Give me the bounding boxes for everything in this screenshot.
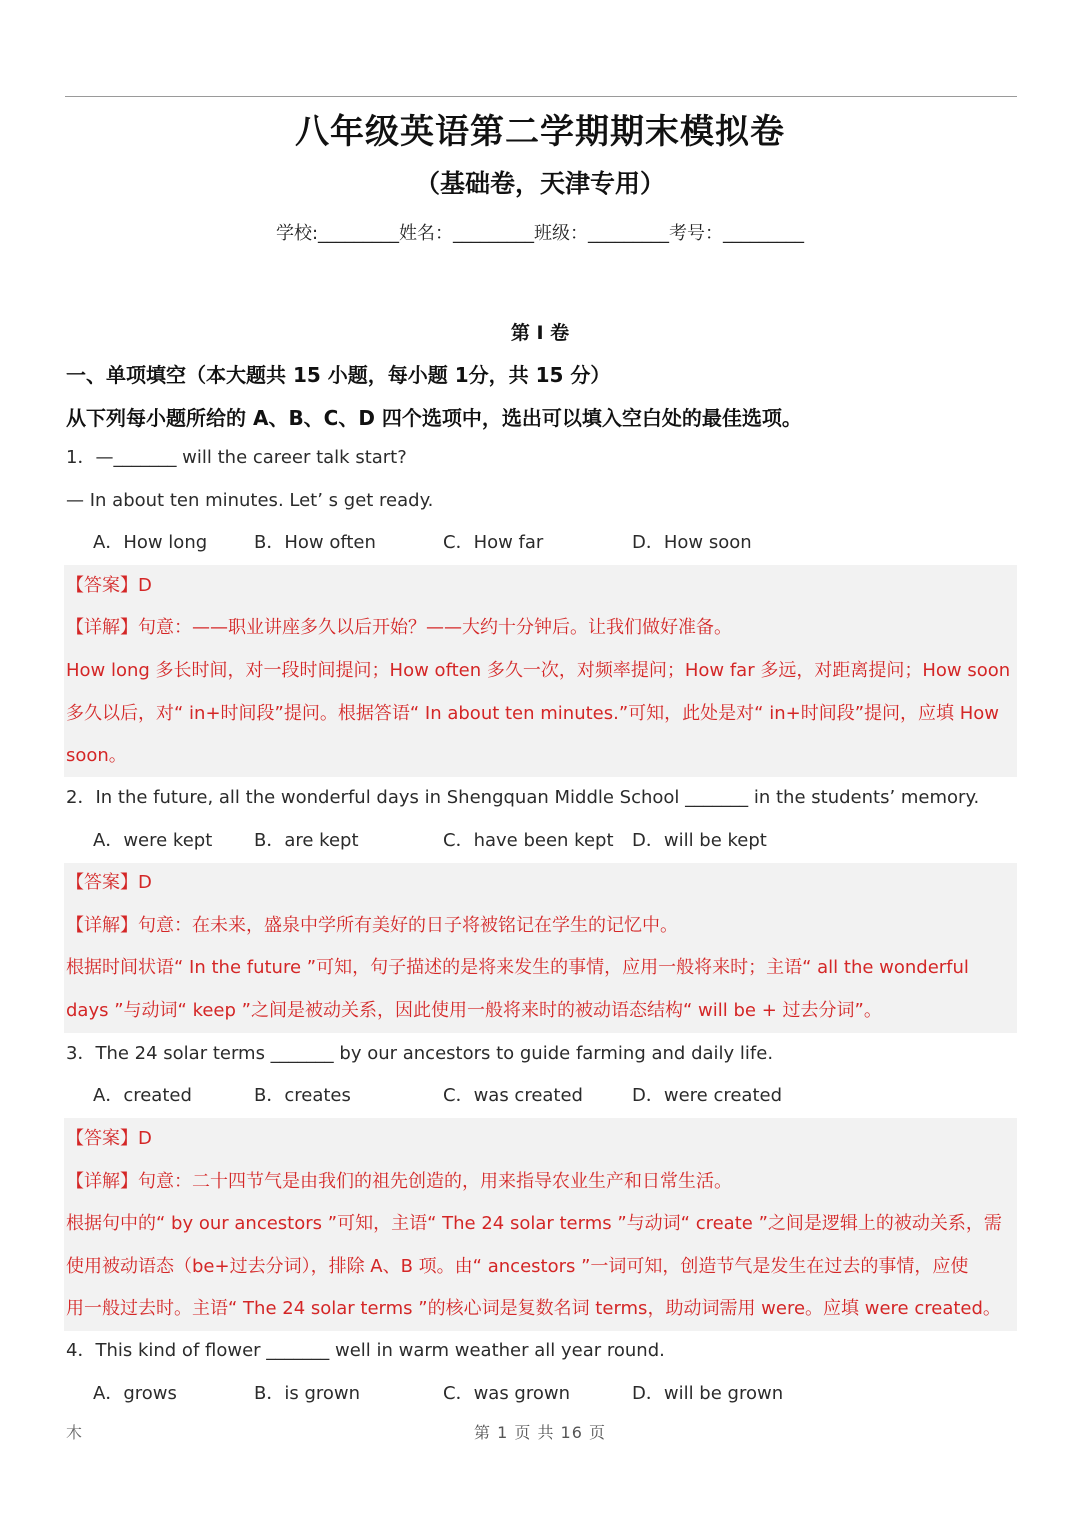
question-3-stem: 3．The 24 solar terms _______ by our ancestors to guide farming and daily life. [66,1043,774,1064]
option-c: C．How far [443,532,544,553]
answer-box-3 [64,1118,1017,1331]
exam-subtitle: （基础卷，天津专用） [414,169,665,198]
explanation-line: 用一般过去时。主语“ The 24 solar terms ”的核心词是复数名词 terms，助动词需用 were。应填 were created。 [66,1298,1001,1319]
exam-title: 八年级英语第二学期期末模拟卷 [295,112,785,152]
answer-box-1 [64,565,1017,777]
option-d: D．will be kept [632,830,767,851]
explanation-line: 【详解】句意：——职业讲座多久以后开始？——大约十分钟后。让我们做好准备。 [66,617,732,638]
option-b: B．is grown [254,1383,361,1404]
explanation-line: 根据句中的“ by our ancestors ”可知，主语“ The 24 solar terms ”与动词“ create ”之间是逻辑上的被动关系，需 [66,1213,1002,1234]
option-a: A．grows [93,1383,177,1404]
explanation-line: 使用被动语态（be+过去分词），排除 A、B 项。由“ ancestors ”一词可知，创造节气是发生在过去的事情，应使 [66,1256,969,1277]
top-rule [65,96,1017,97]
answer-label: 【答案】D [66,1128,152,1149]
volume-label: 第 I 卷 [510,322,570,344]
section-heading: 一、单项填空（本大题共 15 小题，每小题 1分，共 15 分） [66,363,611,387]
explanation-line: days ”与动词“ keep ”之间是被动关系，因此使用一般将来时的被动语态结构“ will be + 过去分词”。 [66,1000,882,1021]
question-1-stem-line-2: — In about ten minutes. Let’ s get ready. [66,490,434,511]
footer-mark: 木 [66,1423,83,1442]
section-instruction: 从下列每小题所给的 A、B、C、D 四个选项中，选出可以填入空白处的最佳选项。 [66,406,802,430]
explanation-line: soon。 [66,745,127,766]
explanation-line: 【详解】句意：在未来，盛泉中学所有美好的日子将被铭记在学生的记忆中。 [66,915,678,936]
option-d: D．were created [632,1085,783,1106]
question-4-stem: 4．This kind of flower _______ well in warm weather all year round. [66,1340,665,1361]
option-a: A．How long [93,532,208,553]
answer-box-2 [64,863,1017,1033]
answer-label: 【答案】D [66,575,152,596]
option-b: B．How often [254,532,376,553]
option-c: C．have been kept [443,830,614,851]
option-a: A．created [93,1085,192,1106]
option-b: B．are kept [254,830,359,851]
question-1-stem-line-1: 1．—_______ will the career talk start? [66,447,407,468]
question-2-stem: 2．In the future, all the wonderful days in Shengquan Middle School _______ in the students’ memory. [66,787,980,808]
explanation-line: How long 多长时间，对一段时间提问；How often 多久一次，对频率提问；How far 多远，对距离提问；How soon [66,660,1011,681]
explanation-line: 多久以后，对“ in+时间段”提问。根据答语“ In about ten minutes.”可知，此处是对“ in+时间段”提问，应填 How [66,703,1000,724]
option-c: C．was grown [443,1383,570,1404]
explanation-line: 【详解】句意：二十四节气是由我们的祖先创造的，用来指导农业生产和日常生活。 [66,1171,732,1192]
explanation-line: 根据时间状语“ In the future ”可知，句子描述的是将来发生的事情，应用一般将来时；主语“ all the wonderful [66,957,969,978]
answer-label: 【答案】D [66,872,152,893]
option-d: D．How soon [632,532,752,553]
option-a: A．were kept [93,830,213,851]
student-info-line: 学校:_________姓名：_________班级：_________考号：_________ [275,223,805,244]
option-d: D．will be grown [632,1383,784,1404]
option-b: B．creates [254,1085,351,1106]
option-c: C．was created [443,1085,583,1106]
page-number: 第 1 页 共 16 页 [474,1423,606,1442]
